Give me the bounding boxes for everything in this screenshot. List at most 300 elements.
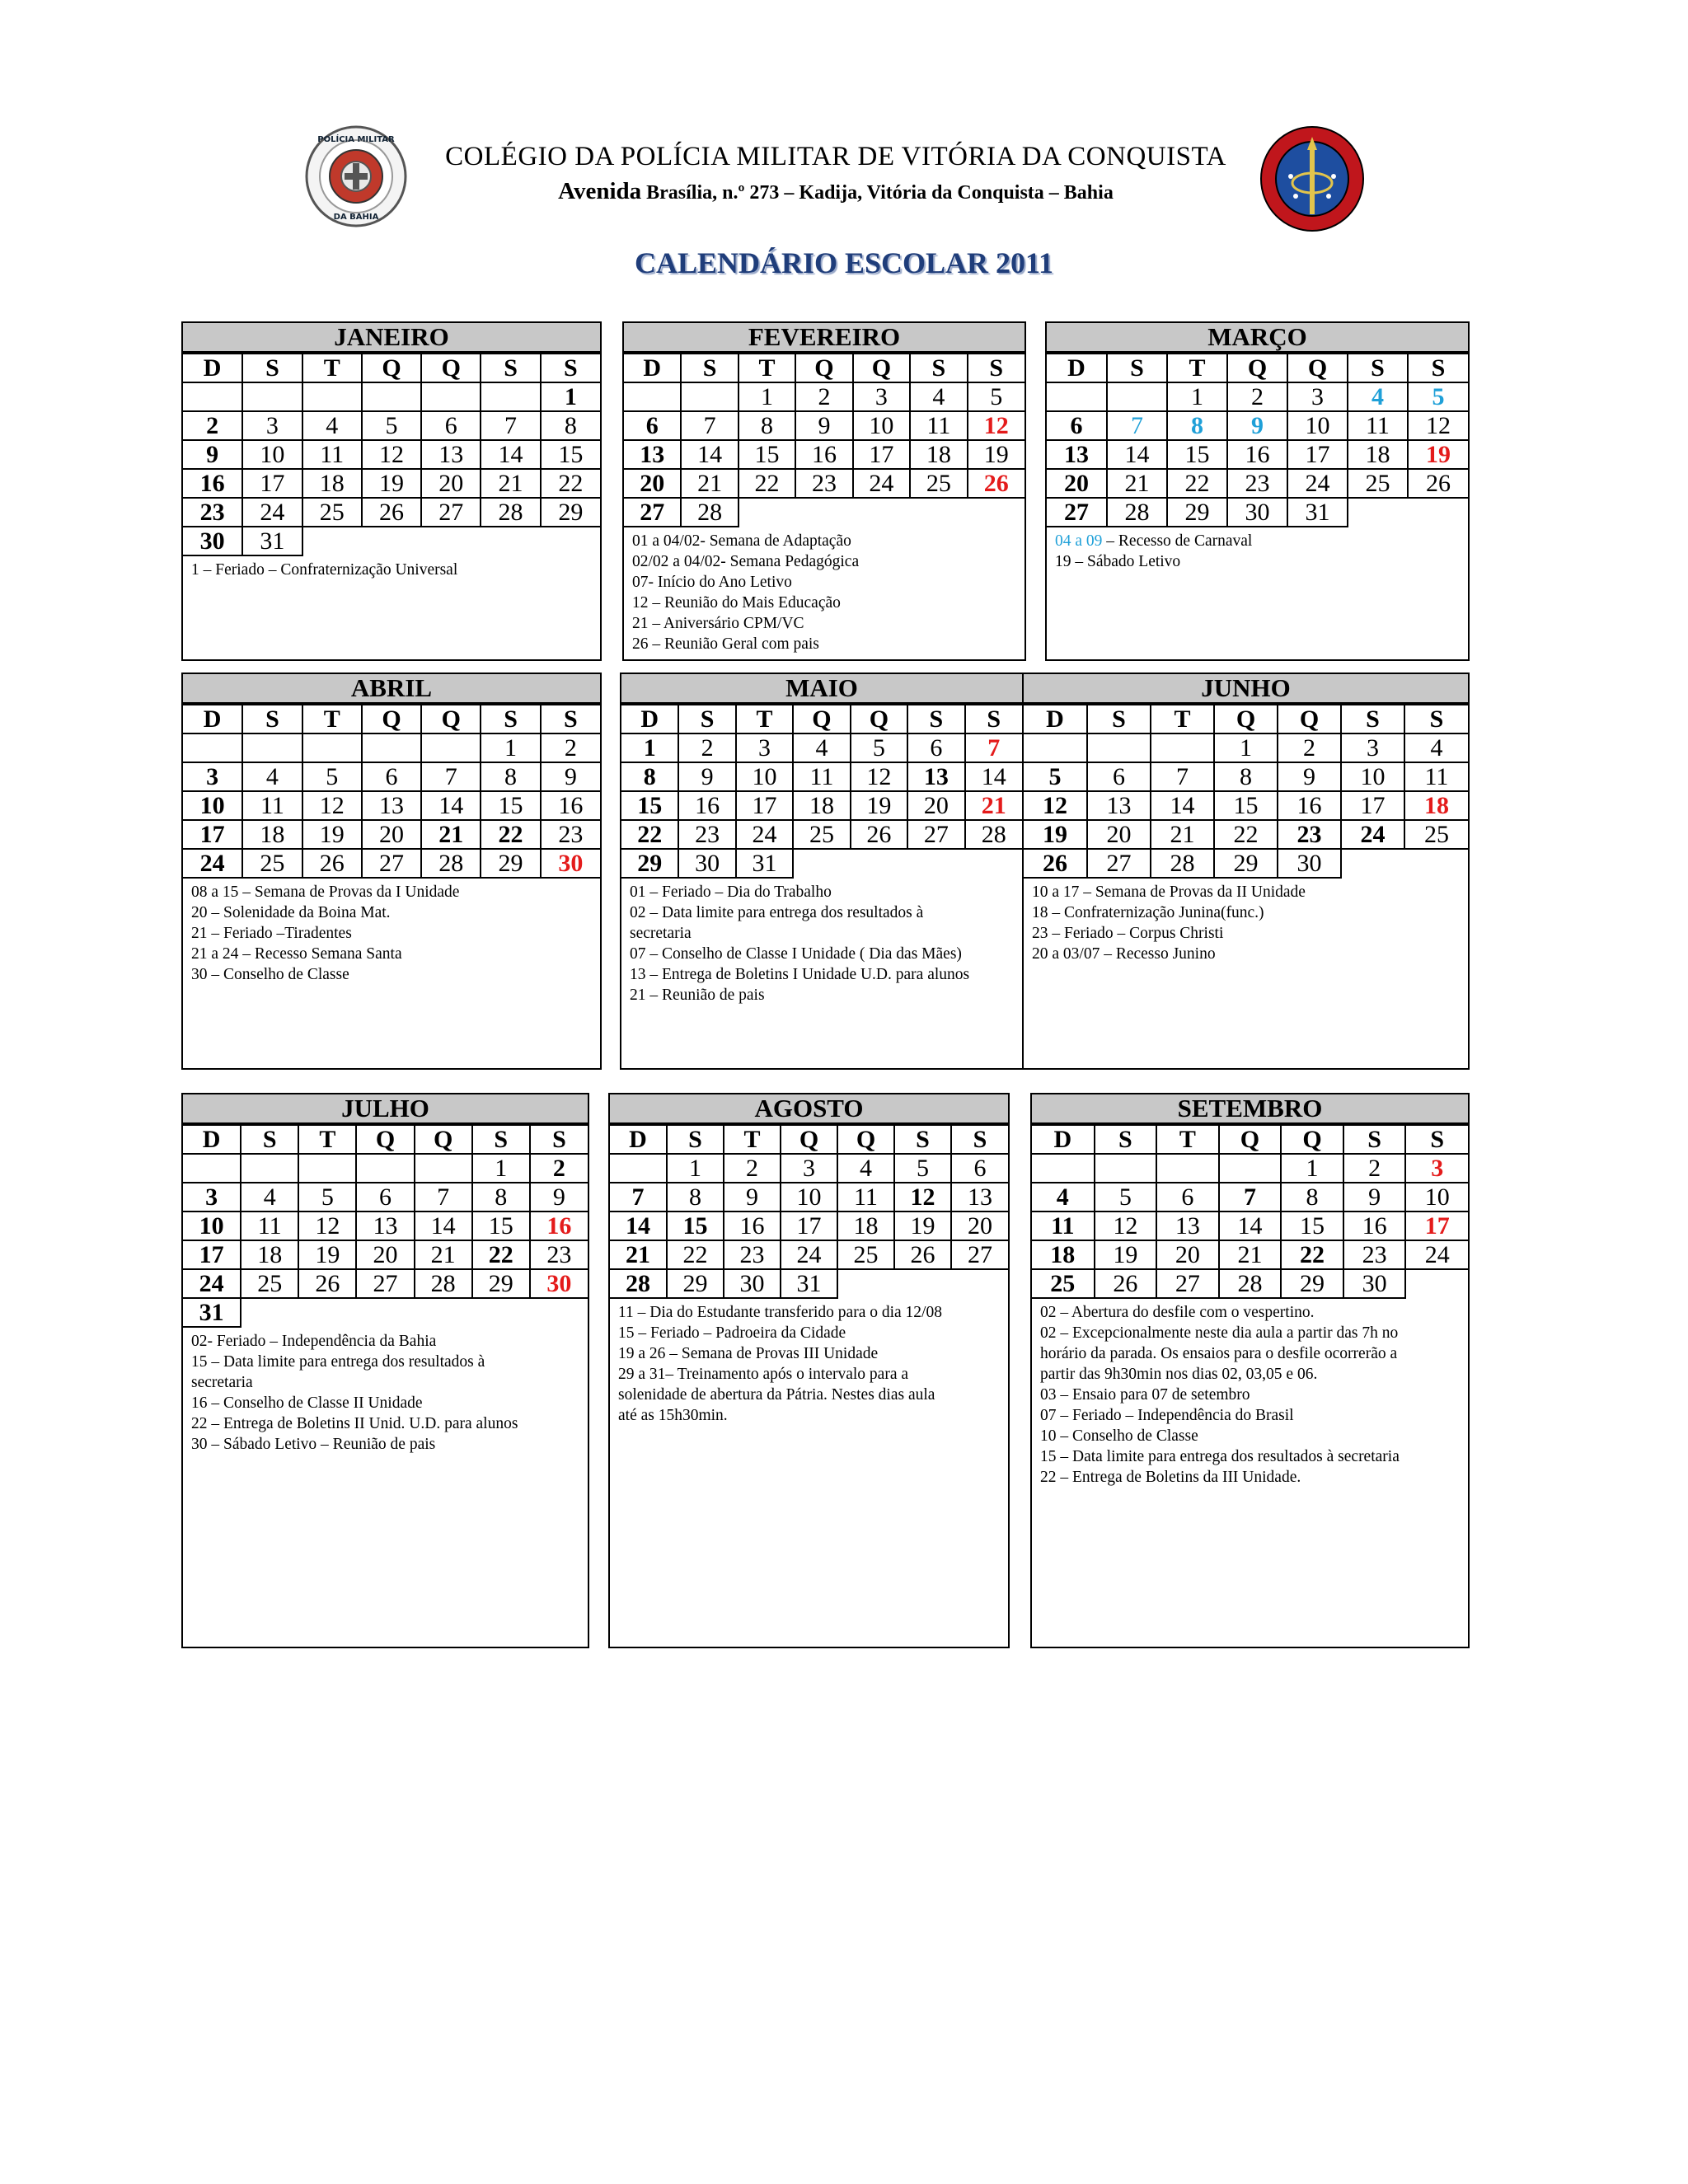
day-cell: 10 bbox=[853, 411, 910, 440]
day-cell: 11 bbox=[302, 440, 362, 469]
note-line: 20 – Solenidade da Boina Mat. bbox=[191, 904, 391, 921]
note-line: 07 – Feriado – Independência do Brasil bbox=[1040, 1407, 1294, 1424]
week-row bbox=[1024, 849, 1468, 878]
weekday-header: Q bbox=[853, 354, 910, 382]
week-row bbox=[1047, 411, 1468, 440]
week-row bbox=[183, 1183, 588, 1212]
week-row bbox=[183, 820, 600, 849]
day-cell bbox=[738, 498, 795, 527]
month-notes bbox=[1024, 879, 1468, 964]
day-cell: 8 bbox=[1281, 1183, 1343, 1212]
day-cell: 29 bbox=[1281, 1269, 1343, 1298]
day-cell bbox=[241, 1298, 298, 1327]
day-cell: 14 bbox=[965, 762, 1022, 791]
day-cell: 21 bbox=[421, 820, 481, 849]
day-cell: 10 bbox=[736, 762, 793, 791]
month-notes bbox=[183, 1328, 588, 1455]
day-cell: 7 bbox=[965, 733, 1022, 762]
note-line: 02 – Data limite para entrega dos resultados à bbox=[630, 904, 924, 921]
note-line: 21 – Reunião de pais bbox=[630, 987, 765, 1004]
weekday-header: D bbox=[183, 354, 242, 382]
day-cell: 16 bbox=[183, 469, 242, 498]
weekday-header-row bbox=[183, 705, 600, 733]
day-cell bbox=[1341, 849, 1404, 878]
day-cell: 15 bbox=[481, 791, 540, 820]
weekday-header: T bbox=[724, 1125, 781, 1154]
day-cell: 27 bbox=[951, 1240, 1008, 1269]
day-cell: 5 bbox=[298, 1183, 356, 1212]
month-table bbox=[621, 704, 1022, 879]
day-cell: 13 bbox=[624, 440, 681, 469]
month-title: JUNHO bbox=[1024, 674, 1468, 704]
day-cell: 13 bbox=[362, 791, 421, 820]
day-cell: 5 bbox=[894, 1154, 951, 1183]
day-cell: 14 bbox=[1219, 1212, 1282, 1240]
day-cell: 10 bbox=[242, 440, 302, 469]
day-cell: 13 bbox=[907, 762, 964, 791]
week-row bbox=[1032, 1212, 1468, 1240]
note-line: 22 – Entrega de Boletins da III Unidade. bbox=[1040, 1469, 1301, 1486]
month-table bbox=[624, 353, 1025, 527]
week-row bbox=[1024, 762, 1468, 791]
weekday-header: D bbox=[1024, 705, 1087, 733]
day-cell: 9 bbox=[541, 762, 600, 791]
police-military-bahia-logo bbox=[303, 124, 409, 229]
note-line: 30 – Sábado Letivo – Reunião de pais bbox=[191, 1436, 436, 1453]
day-cell: 25 bbox=[1032, 1269, 1095, 1298]
day-cell bbox=[481, 382, 540, 411]
note-line: 15 – Feriado – Padroeira da Cidade bbox=[618, 1324, 846, 1342]
day-cell bbox=[1405, 1269, 1468, 1298]
weekday-header: S bbox=[242, 354, 302, 382]
weekday-header: Q bbox=[421, 705, 481, 733]
weekday-header: D bbox=[1047, 354, 1107, 382]
day-cell: 17 bbox=[1287, 440, 1348, 469]
day-cell: 30 bbox=[1343, 1269, 1406, 1298]
weekday-header: S bbox=[678, 705, 735, 733]
weekday-header-row bbox=[621, 705, 1022, 733]
day-cell bbox=[302, 733, 362, 762]
day-cell bbox=[541, 527, 600, 555]
day-cell: 17 bbox=[183, 1240, 241, 1269]
day-cell bbox=[415, 1298, 472, 1327]
week-row bbox=[183, 1212, 588, 1240]
day-cell: 26 bbox=[302, 849, 362, 878]
note-line: 04 a 09 – Recesso de Carnaval bbox=[1055, 532, 1253, 550]
day-cell: 2 bbox=[678, 733, 735, 762]
weekday-header: S bbox=[681, 354, 738, 382]
day-cell: 17 bbox=[1341, 791, 1404, 820]
day-cell bbox=[968, 498, 1025, 527]
day-cell bbox=[793, 849, 850, 878]
day-cell bbox=[624, 382, 681, 411]
day-cell: 24 bbox=[736, 820, 793, 849]
day-cell: 26 bbox=[894, 1240, 951, 1269]
day-cell: 6 bbox=[1047, 411, 1107, 440]
address-rest: Brasília, n.º 273 – Kadija, Vitória da Conquista – Bahia bbox=[641, 182, 1114, 204]
note-line: secretaria bbox=[191, 1374, 253, 1391]
day-cell: 3 bbox=[183, 762, 242, 791]
day-cell: 8 bbox=[541, 411, 600, 440]
weekday-header: D bbox=[183, 1125, 241, 1154]
day-cell: 4 bbox=[242, 762, 302, 791]
day-cell: 5 bbox=[1408, 382, 1468, 411]
note-line: até as 15h30min. bbox=[618, 1407, 728, 1424]
day-cell bbox=[1156, 1154, 1219, 1183]
day-cell: 23 bbox=[724, 1240, 781, 1269]
weekday-header: Q bbox=[362, 705, 421, 733]
week-row bbox=[183, 527, 600, 555]
day-cell: 27 bbox=[356, 1269, 414, 1298]
school-address bbox=[412, 178, 1259, 205]
day-cell: 20 bbox=[421, 469, 481, 498]
day-cell: 2 bbox=[541, 733, 600, 762]
weekday-header: S bbox=[541, 354, 600, 382]
note-line: 15 – Data limite para entrega dos resultados à bbox=[191, 1353, 485, 1371]
day-cell: 27 bbox=[1047, 498, 1107, 527]
weekday-header: Q bbox=[415, 1125, 472, 1154]
day-cell: 25 bbox=[1404, 820, 1468, 849]
week-row bbox=[1047, 469, 1468, 498]
day-cell: 13 bbox=[356, 1212, 414, 1240]
note-line: 29 a 31– Treinamento após o intervalo para a bbox=[618, 1366, 908, 1383]
day-cell: 24 bbox=[183, 849, 242, 878]
day-cell: 25 bbox=[1348, 469, 1408, 498]
day-cell: 22 bbox=[472, 1240, 530, 1269]
note-line: 20 a 03/07 – Recesso Junino bbox=[1032, 945, 1216, 963]
note-line: 11 – Dia do Estudante transferido para o dia 12/08 bbox=[618, 1304, 942, 1321]
day-cell: 11 bbox=[1032, 1212, 1095, 1240]
weekday-header: S bbox=[481, 705, 540, 733]
day-cell: 28 bbox=[421, 849, 481, 878]
weekday-header: T bbox=[1156, 1125, 1219, 1154]
day-cell: 9 bbox=[183, 440, 242, 469]
note-line: 03 – Ensaio para 07 de setembro bbox=[1040, 1386, 1250, 1404]
day-cell: 24 bbox=[1405, 1240, 1468, 1269]
day-cell: 7 bbox=[681, 411, 738, 440]
day-cell bbox=[951, 1269, 1008, 1298]
day-cell: 28 bbox=[1219, 1269, 1282, 1298]
day-cell: 29 bbox=[1167, 498, 1227, 527]
week-row bbox=[624, 411, 1025, 440]
day-cell bbox=[362, 733, 421, 762]
day-cell: 9 bbox=[678, 762, 735, 791]
day-cell: 15 bbox=[1167, 440, 1227, 469]
day-cell: 27 bbox=[362, 849, 421, 878]
day-cell: 8 bbox=[1214, 762, 1278, 791]
day-cell: 1 bbox=[472, 1154, 530, 1183]
weekday-header: T bbox=[302, 705, 362, 733]
note-line: partir das 9h30min nos dias 02, 03,05 e 06. bbox=[1040, 1366, 1318, 1383]
day-cell: 11 bbox=[1404, 762, 1468, 791]
day-cell: 10 bbox=[1287, 411, 1348, 440]
day-cell: 11 bbox=[242, 791, 302, 820]
day-cell: 21 bbox=[610, 1240, 667, 1269]
day-cell: 1 bbox=[738, 382, 795, 411]
day-cell: 6 bbox=[1087, 762, 1151, 791]
day-cell bbox=[183, 1154, 241, 1183]
day-cell: 27 bbox=[1087, 849, 1151, 878]
weekday-header: Q bbox=[1278, 705, 1341, 733]
month-janeiro bbox=[181, 321, 602, 661]
day-cell: 2 bbox=[1343, 1154, 1406, 1183]
day-cell: 11 bbox=[910, 411, 967, 440]
day-cell: 23 bbox=[1343, 1240, 1406, 1269]
week-row bbox=[183, 733, 600, 762]
day-cell bbox=[421, 733, 481, 762]
day-cell: 25 bbox=[241, 1269, 298, 1298]
day-cell: 9 bbox=[1227, 411, 1287, 440]
day-cell bbox=[1032, 1154, 1095, 1183]
day-cell: 12 bbox=[968, 411, 1025, 440]
day-cell: 22 bbox=[1281, 1240, 1343, 1269]
day-cell: 13 bbox=[1156, 1212, 1219, 1240]
month-table bbox=[1024, 704, 1468, 879]
note-line: 23 – Feriado – Corpus Christi bbox=[1032, 925, 1224, 942]
month-notes bbox=[183, 879, 600, 985]
day-cell: 16 bbox=[1278, 791, 1341, 820]
week-row bbox=[621, 849, 1022, 878]
weekday-header: S bbox=[1087, 705, 1151, 733]
day-cell: 25 bbox=[837, 1240, 894, 1269]
day-cell: 10 bbox=[781, 1183, 837, 1212]
month-notes bbox=[621, 879, 1022, 1005]
day-cell: 17 bbox=[242, 469, 302, 498]
day-cell bbox=[1047, 382, 1107, 411]
day-cell: 28 bbox=[965, 820, 1022, 849]
day-cell: 30 bbox=[541, 849, 600, 878]
day-cell: 1 bbox=[1281, 1154, 1343, 1183]
day-cell bbox=[894, 1269, 951, 1298]
weekday-header: S bbox=[1107, 354, 1167, 382]
day-cell: 24 bbox=[183, 1269, 241, 1298]
day-cell: 28 bbox=[1151, 849, 1214, 878]
day-cell: 14 bbox=[481, 440, 540, 469]
day-cell: 13 bbox=[951, 1183, 1008, 1212]
month-table bbox=[1047, 353, 1468, 527]
day-cell: 21 bbox=[1151, 820, 1214, 849]
month-abril bbox=[181, 673, 602, 1070]
note-line: 30 – Conselho de Classe bbox=[191, 966, 349, 983]
day-cell: 16 bbox=[678, 791, 735, 820]
day-cell: 6 bbox=[907, 733, 964, 762]
day-cell: 8 bbox=[621, 762, 678, 791]
month-title: ABRIL bbox=[183, 674, 600, 704]
day-cell: 28 bbox=[415, 1269, 472, 1298]
weekday-header: D bbox=[610, 1125, 667, 1154]
weekday-header: Q bbox=[1281, 1125, 1343, 1154]
month-fevereiro bbox=[622, 321, 1026, 661]
day-cell: 2 bbox=[530, 1154, 588, 1183]
day-cell: 3 bbox=[1405, 1154, 1468, 1183]
day-cell: 24 bbox=[1341, 820, 1404, 849]
day-cell: 16 bbox=[530, 1212, 588, 1240]
day-cell: 30 bbox=[678, 849, 735, 878]
day-cell: 26 bbox=[298, 1269, 356, 1298]
day-cell: 5 bbox=[851, 733, 907, 762]
weekday-header-row bbox=[1047, 354, 1468, 382]
day-cell: 28 bbox=[481, 498, 540, 527]
month-table bbox=[1032, 1124, 1468, 1299]
day-cell: 21 bbox=[965, 791, 1022, 820]
note-line: 13 – Entrega de Boletins I Unidade U.D. para alunos bbox=[630, 966, 970, 983]
weekday-header: T bbox=[738, 354, 795, 382]
day-cell: 12 bbox=[894, 1183, 951, 1212]
day-cell: 9 bbox=[1343, 1183, 1406, 1212]
weekday-header: Q bbox=[795, 354, 852, 382]
weekday-header: S bbox=[1095, 1125, 1157, 1154]
day-cell: 8 bbox=[667, 1183, 724, 1212]
note-line: 02 – Excepcionalmente neste dia aula a partir das 7h no bbox=[1040, 1324, 1399, 1342]
week-row bbox=[610, 1154, 1008, 1183]
day-cell: 12 bbox=[1408, 411, 1468, 440]
day-cell: 1 bbox=[1214, 733, 1278, 762]
note-line: 01 – Feriado – Dia do Trabalho bbox=[630, 883, 832, 901]
day-cell: 12 bbox=[302, 791, 362, 820]
day-cell: 22 bbox=[738, 469, 795, 498]
week-row bbox=[621, 820, 1022, 849]
note-line: 02/02 a 04/02- Semana Pedagógica bbox=[632, 553, 860, 570]
weekday-header-row bbox=[1024, 705, 1468, 733]
day-cell bbox=[242, 382, 302, 411]
note-line: secretaria bbox=[630, 925, 692, 942]
day-cell: 19 bbox=[1024, 820, 1087, 849]
weekday-header: Q bbox=[421, 354, 481, 382]
day-cell: 29 bbox=[1214, 849, 1278, 878]
day-cell: 9 bbox=[530, 1183, 588, 1212]
weekday-header: Q bbox=[362, 354, 421, 382]
day-cell bbox=[910, 498, 967, 527]
day-cell: 6 bbox=[356, 1183, 414, 1212]
week-row bbox=[621, 791, 1022, 820]
day-cell: 30 bbox=[1278, 849, 1341, 878]
month-title: SETEMBRO bbox=[1032, 1094, 1468, 1124]
day-cell: 20 bbox=[1156, 1240, 1219, 1269]
day-cell: 7 bbox=[421, 762, 481, 791]
day-cell: 20 bbox=[1087, 820, 1151, 849]
day-cell: 5 bbox=[302, 762, 362, 791]
week-row bbox=[183, 1269, 588, 1298]
week-row bbox=[610, 1269, 1008, 1298]
weekday-header: S bbox=[1404, 705, 1468, 733]
week-row bbox=[183, 1154, 588, 1183]
day-cell bbox=[1087, 733, 1151, 762]
day-cell: 14 bbox=[421, 791, 481, 820]
day-cell: 19 bbox=[298, 1240, 356, 1269]
day-cell: 28 bbox=[610, 1269, 667, 1298]
day-cell: 29 bbox=[472, 1269, 530, 1298]
day-cell: 4 bbox=[910, 382, 967, 411]
day-cell: 23 bbox=[1278, 820, 1341, 849]
day-cell: 12 bbox=[1095, 1212, 1157, 1240]
day-cell: 22 bbox=[1167, 469, 1227, 498]
svg-text:POLÍCIA MILITAR: POLÍCIA MILITAR bbox=[317, 135, 395, 144]
month-title: JANEIRO bbox=[183, 323, 600, 353]
day-cell bbox=[481, 527, 540, 555]
day-cell: 18 bbox=[302, 469, 362, 498]
day-cell: 1 bbox=[1167, 382, 1227, 411]
day-cell: 26 bbox=[1024, 849, 1087, 878]
day-cell: 25 bbox=[910, 469, 967, 498]
day-cell: 22 bbox=[667, 1240, 724, 1269]
day-cell bbox=[853, 498, 910, 527]
day-cell: 3 bbox=[1287, 382, 1348, 411]
day-cell: 24 bbox=[781, 1240, 837, 1269]
day-cell: 21 bbox=[1219, 1240, 1282, 1269]
day-cell: 6 bbox=[951, 1154, 1008, 1183]
day-cell: 17 bbox=[853, 440, 910, 469]
day-cell: 11 bbox=[837, 1183, 894, 1212]
month-setembro bbox=[1030, 1093, 1470, 1648]
day-cell: 6 bbox=[1156, 1183, 1219, 1212]
month-title: AGOSTO bbox=[610, 1094, 1008, 1124]
week-row bbox=[624, 498, 1025, 527]
day-cell: 1 bbox=[541, 382, 600, 411]
day-cell: 5 bbox=[362, 411, 421, 440]
note-line: 21 a 24 – Recesso Semana Santa bbox=[191, 945, 402, 963]
colegio-policia-militar-logo bbox=[1259, 125, 1365, 232]
month-julho bbox=[181, 1093, 589, 1648]
day-cell bbox=[183, 382, 242, 411]
weekday-header: S bbox=[951, 1125, 1008, 1154]
weekday-header: S bbox=[894, 1125, 951, 1154]
day-cell: 2 bbox=[1227, 382, 1287, 411]
note-line: 19 a 26 – Semana de Provas III Unidade bbox=[618, 1345, 879, 1362]
note-line: horário da parada. Os ensaios para o desfile ocorrerão a bbox=[1040, 1345, 1398, 1362]
weekday-header: Q bbox=[1227, 354, 1287, 382]
month-title: MAIO bbox=[621, 674, 1022, 704]
day-cell: 1 bbox=[481, 733, 540, 762]
note-line: 07 – Conselho de Classe I Unidade ( Dia das Mães) bbox=[630, 945, 962, 963]
weekday-header: S bbox=[1341, 705, 1404, 733]
day-cell: 20 bbox=[951, 1212, 1008, 1240]
week-row bbox=[183, 498, 600, 527]
day-cell: 19 bbox=[968, 440, 1025, 469]
day-cell: 14 bbox=[610, 1212, 667, 1240]
day-cell bbox=[1107, 382, 1167, 411]
note-line: solenidade de abertura da Pátria. Nestes dias aula bbox=[618, 1386, 935, 1404]
day-cell: 18 bbox=[793, 791, 850, 820]
day-cell: 23 bbox=[795, 469, 852, 498]
day-cell bbox=[1219, 1154, 1282, 1183]
day-cell: 3 bbox=[183, 1183, 241, 1212]
day-cell: 14 bbox=[1151, 791, 1214, 820]
weekday-header: Q bbox=[793, 705, 850, 733]
day-cell: 19 bbox=[302, 820, 362, 849]
week-row bbox=[1047, 440, 1468, 469]
day-cell bbox=[610, 1154, 667, 1183]
note-line: 10 a 17 – Semana de Provas da II Unidade bbox=[1032, 883, 1306, 901]
week-row bbox=[183, 411, 600, 440]
day-cell: 16 bbox=[541, 791, 600, 820]
note-line: 08 a 15 – Semana de Provas da I Unidade bbox=[191, 883, 460, 901]
day-cell: 31 bbox=[781, 1269, 837, 1298]
week-row bbox=[624, 440, 1025, 469]
day-cell: 9 bbox=[724, 1183, 781, 1212]
day-cell: 18 bbox=[241, 1240, 298, 1269]
day-cell: 3 bbox=[736, 733, 793, 762]
day-cell bbox=[298, 1154, 356, 1183]
day-cell: 26 bbox=[1408, 469, 1468, 498]
day-cell: 19 bbox=[1408, 440, 1468, 469]
day-cell: 29 bbox=[481, 849, 540, 878]
day-cell: 31 bbox=[183, 1298, 241, 1327]
day-cell: 18 bbox=[242, 820, 302, 849]
day-cell: 30 bbox=[724, 1269, 781, 1298]
day-cell bbox=[837, 1269, 894, 1298]
note-line: 18 – Confraternização Junina(func.) bbox=[1032, 904, 1264, 921]
week-row bbox=[610, 1212, 1008, 1240]
